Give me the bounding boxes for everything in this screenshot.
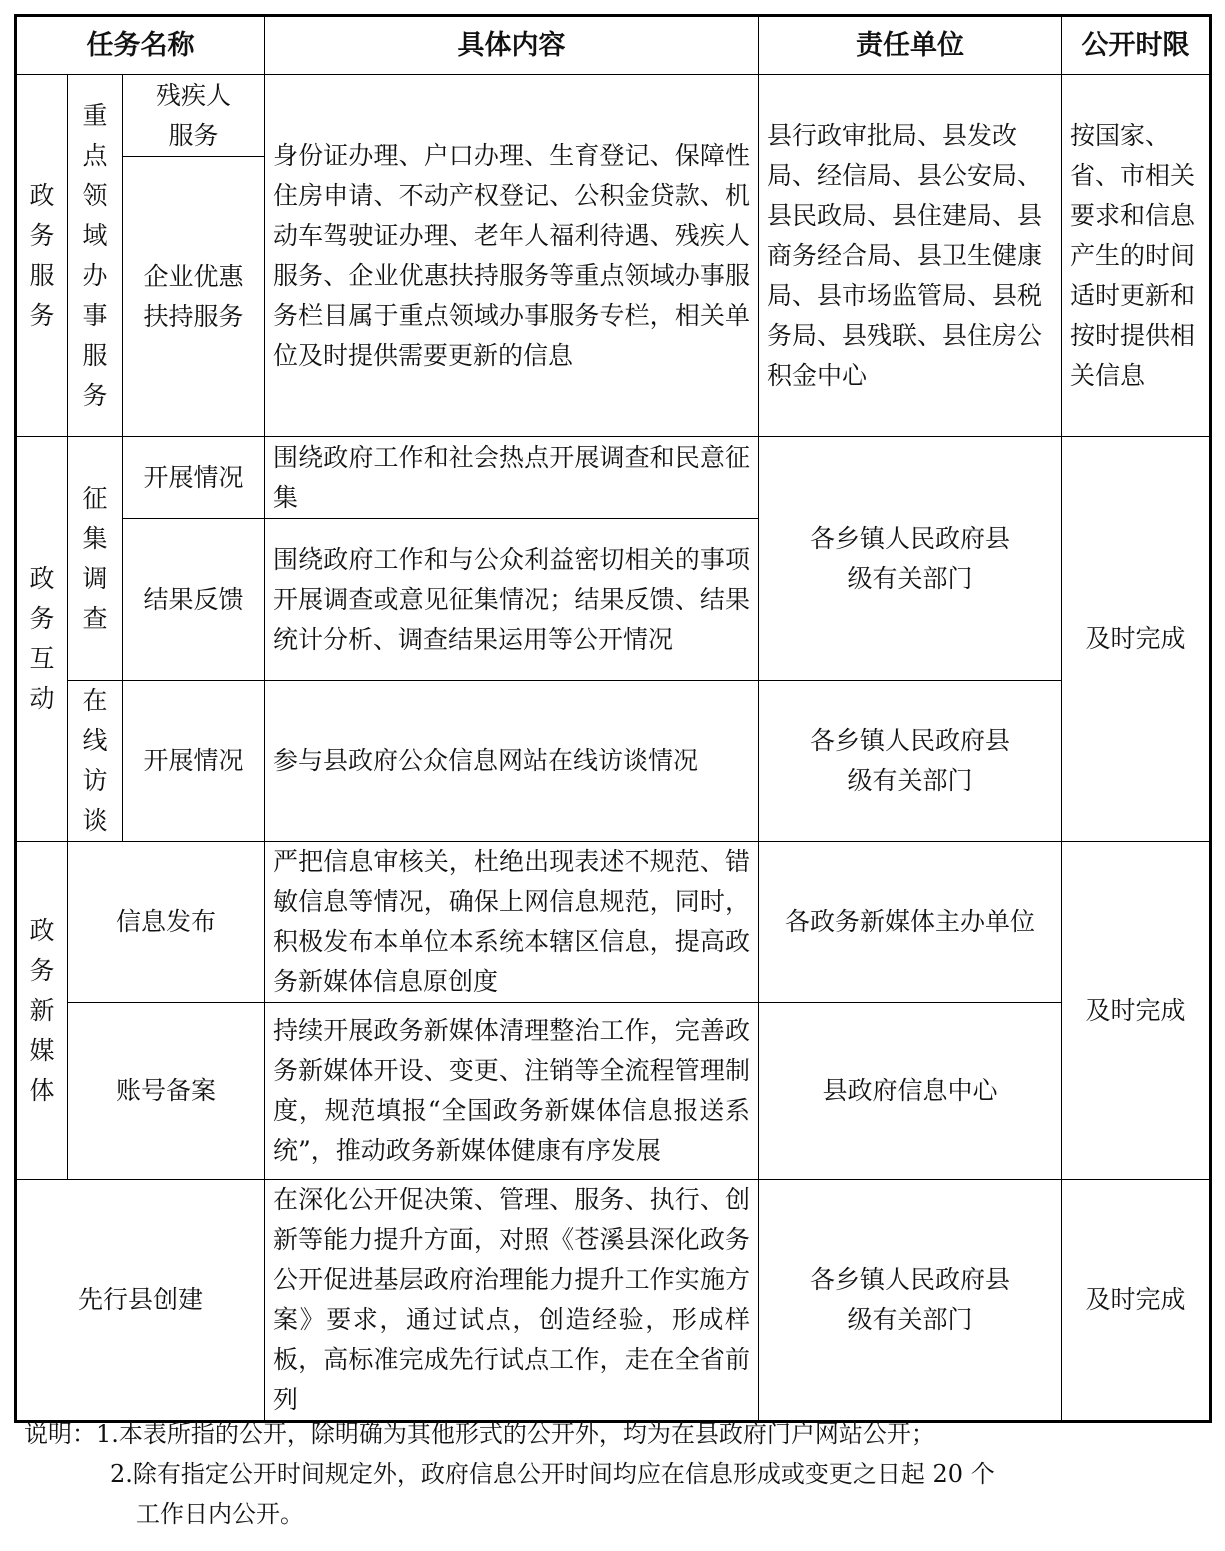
subcategory-cell: 重点领域办事服务: [68, 75, 123, 437]
table-row: [16, 75, 1211, 157]
item-cell: 结果反馈: [123, 519, 265, 681]
subcategory-cell: 在线访谈: [68, 681, 123, 842]
note-prefix: 说明：: [24, 1420, 96, 1448]
table-row: [16, 1003, 1211, 1180]
category-cell: 先行县创建: [16, 1180, 265, 1422]
deadline-cell: 按国家、省、市相关要求和信息产生的时间适时更新和按时提供相关信息: [1062, 75, 1211, 437]
content-cell: 围绕政府工作和与公众利益密切相关的事项开展调查或意见征集情况；结果反馈、结果统计分析、调查结果运用等公开情况: [265, 519, 759, 681]
content-cell: 参与县政府公众信息网站在线访谈情况: [265, 681, 759, 842]
content-cell: 在深化公开促决策、管理、服务、执行、创新等能力提升方面，对照《苍溪县深化政务公开促进基层政府治理能力提升工作实施方案》要求，通过试点，创造经验，形成样板，高标准完成先行试点工作，走在全省前列: [265, 1180, 759, 1422]
dept-cell: 各乡镇人民政府县级有关部门: [759, 681, 1062, 842]
deadline-cell: 及时完成: [1062, 1180, 1211, 1422]
item-cell: 信息发布: [68, 842, 265, 1003]
deadline-cell: 及时完成: [1062, 842, 1211, 1180]
deadline-cell: 及时完成: [1062, 437, 1211, 842]
header-dept: 责任单位: [759, 16, 1062, 75]
note-1-text: 1.本表所指的公开，除明确为其他形式的公开外，均为在县政府门户网站公开；: [96, 1420, 935, 1448]
dept-cell: 各政务新媒体主办单位: [759, 842, 1062, 1003]
note-2: 2.除有指定公开时间规定外，政府信息公开时间均应在信息形成或变更之日起 20 个: [110, 1460, 995, 1488]
subcategory-cell: 征集调查: [68, 437, 123, 681]
table-row: [16, 1180, 1211, 1422]
content-cell: 围绕政府工作和社会热点开展调查和民意征集: [265, 437, 759, 519]
category-cell: 政务互动: [16, 437, 68, 842]
table-row: [16, 842, 1211, 1003]
dept-cell: 各乡镇人民政府县级有关部门: [759, 1180, 1062, 1422]
item-cell: 开展情况: [123, 437, 265, 519]
note-2-cont: 工作日内公开。: [136, 1500, 304, 1528]
content-cell: 持续开展政务新媒体清理整治工作，完善政务新媒体开设、变更、注销等全流程管理制度，规范填报“全国政务新媒体信息报送系统”，推动政务新媒体健康有序发展: [265, 1003, 759, 1180]
note-1: [24, 1414, 995, 1454]
dept-cell: 县政府信息中心: [759, 1003, 1062, 1180]
item-cell: 账号备案: [68, 1003, 265, 1180]
dept-cell: 县行政审批局、县发改局、经信局、县公安局、县民政局、县住建局、县商务经合局、县卫生健康局、县市场监管局、县税务局、县残联、县住房公积金中心: [759, 75, 1062, 437]
item-cell: 开展情况: [123, 681, 265, 842]
category-cell: 政务服务: [16, 75, 68, 437]
table-row: [16, 681, 1211, 842]
header-deadline: 公开时限: [1062, 16, 1211, 75]
content-cell: 身份证办理、户口办理、生育登记、保障性住房申请、不动产权登记、公积金贷款、机动车驾驶证办理、老年人福利待遇、残疾人服务、企业优惠扶持服务等重点领域办事服务栏目属于重点领域办事服务专栏，相关单位及时提供需要更新的信息: [265, 75, 759, 437]
task-table: [14, 14, 1212, 1423]
header-content: 具体内容: [265, 16, 759, 75]
category-cell: 政务新媒体: [16, 842, 68, 1180]
dept-cell: 各乡镇人民政府县级有关部门: [759, 437, 1062, 681]
notes: [24, 1414, 995, 1534]
item-cell: 残疾人服务: [123, 75, 265, 157]
table-row: [16, 437, 1211, 519]
item-cell: 企业优惠扶持服务: [123, 157, 265, 437]
header-task: 任务名称: [16, 16, 265, 75]
header-row: [16, 16, 1211, 75]
content-cell: 严把信息审核关，杜绝出现表述不规范、错敏信息等情况，确保上网信息规范，同时，积极发布本单位本系统本辖区信息，提高政务新媒体信息原创度: [265, 842, 759, 1003]
